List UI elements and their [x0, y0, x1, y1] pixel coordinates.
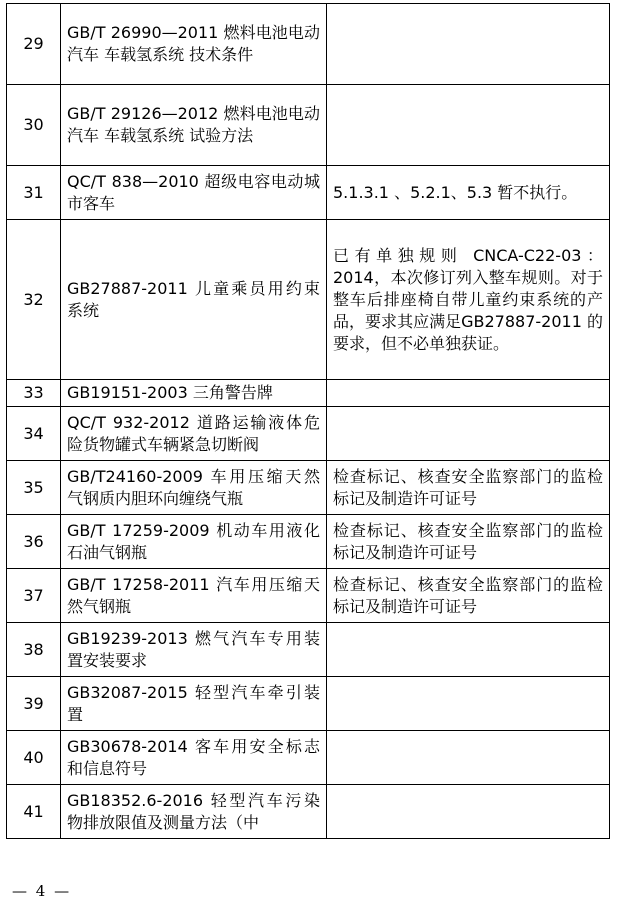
standard-cell: GB/T 17259-2009 机动车用液化石油气钢瓶 — [61, 515, 327, 569]
standard-cell: GB/T 29126—2012 燃料电池电动汽车 车载氢系统 试验方法 — [61, 85, 327, 166]
row-number: 32 — [7, 220, 61, 380]
row-number: 30 — [7, 85, 61, 166]
note-cell: 检查标记、核查安全监察部门的监检标记及制造许可证号 — [327, 515, 610, 569]
note-cell: 5.1.3.1 、5.2.1、5.3 暂不执行。 — [327, 166, 610, 220]
note-cell — [327, 785, 610, 839]
note-cell — [327, 407, 610, 461]
table-row — [7, 623, 610, 677]
standard-cell: GB30678-2014 客车用安全标志和信息符号 — [61, 731, 327, 785]
note-cell — [327, 4, 610, 85]
row-number: 29 — [7, 4, 61, 85]
note-cell: 已有单独规则 CNCA-C22-03：2014，本次修订列入整车规则。对于整车后排座椅自带儿童约束系统的产品，要求其应满足GB27887-2011 的要求，但不必单独获证。 — [327, 220, 610, 380]
standard-cell: GB/T 26990—2011 燃料电池电动汽车 车载氢系统 技术条件 — [61, 4, 327, 85]
table-row — [7, 4, 610, 85]
row-number: 33 — [7, 380, 61, 407]
note-cell: 检查标记、核查安全监察部门的监检标记及制造许可证号 — [327, 569, 610, 623]
standard-cell: GB19239-2013 燃气汽车专用装置安装要求 — [61, 623, 327, 677]
row-number: 35 — [7, 461, 61, 515]
table-row — [7, 677, 610, 731]
table-row — [7, 220, 610, 380]
table-row — [7, 731, 610, 785]
table-row — [7, 85, 610, 166]
row-number: 38 — [7, 623, 61, 677]
note-cell: 检查标记、核查安全监察部门的监检标记及制造许可证号 — [327, 461, 610, 515]
note-cell — [327, 380, 610, 407]
note-cell — [327, 85, 610, 166]
row-number: 36 — [7, 515, 61, 569]
row-number: 34 — [7, 407, 61, 461]
note-cell — [327, 731, 610, 785]
row-number: 39 — [7, 677, 61, 731]
note-cell — [327, 677, 610, 731]
standards-table — [6, 3, 610, 839]
table-row — [7, 785, 610, 839]
row-number: 37 — [7, 569, 61, 623]
table-row — [7, 569, 610, 623]
table-row — [7, 461, 610, 515]
table-row — [7, 515, 610, 569]
row-number: 31 — [7, 166, 61, 220]
standard-cell: QC/T 932-2012 道路运输液体危险货物罐式车辆紧急切断阀 — [61, 407, 327, 461]
table-row — [7, 166, 610, 220]
page-number: — 4 — — [12, 882, 72, 900]
standard-cell: GB/T 17258-2011 汽车用压缩天然气钢瓶 — [61, 569, 327, 623]
standard-cell: GB27887-2011 儿童乘员用约束系统 — [61, 220, 327, 380]
table-row — [7, 407, 610, 461]
standard-cell: GB32087-2015 轻型汽车牵引装置 — [61, 677, 327, 731]
standard-cell: GB/T24160-2009 车用压缩天然气钢质内胆环向缠绕气瓶 — [61, 461, 327, 515]
standard-cell: GB19151-2003 三角警告牌 — [61, 380, 327, 407]
standard-cell: QC/T 838—2010 超级电容电动城市客车 — [61, 166, 327, 220]
table-row — [7, 380, 610, 407]
row-number: 40 — [7, 731, 61, 785]
row-number: 41 — [7, 785, 61, 839]
note-cell — [327, 623, 610, 677]
standard-cell: GB18352.6-2016 轻型汽车污染物排放限值及测量方法（中 — [61, 785, 327, 839]
